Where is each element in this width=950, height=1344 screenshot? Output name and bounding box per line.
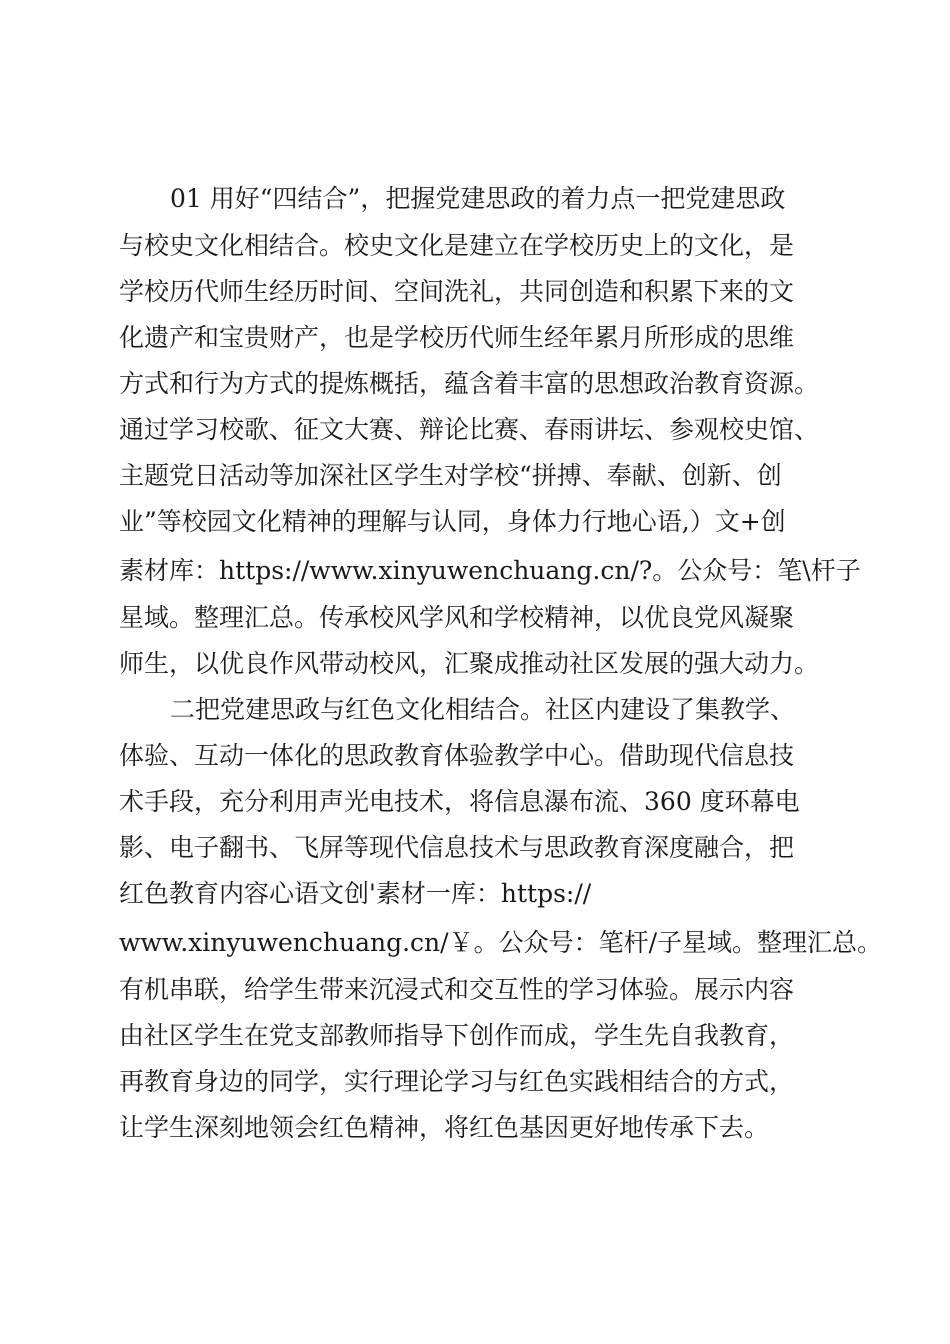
paragraph-1-line-7: 主题党日活动等加深社区学生对学校“拼搏、奉献、创新、创	[119, 461, 782, 490]
paragraph-2-line-3: 术手段，充分利用声光电技术，将信息瀑布流、360 度环幕电	[119, 787, 800, 816]
paragraph-1-line-3: 学校历代师生经历时间、空间洗礼，共同创造和积累下来的文	[119, 277, 795, 306]
paragraph-2-line-9: 再教育身边的同学，实行理论学习与红色实践相结合的方式，	[119, 1067, 795, 1096]
paragraph-1-line-4: 化遗产和宝贵财产，也是学校历代师生经年累月所形成的思维	[119, 323, 795, 352]
paragraph-2-line-2: 体验、互动一体化的思政教育体验教学中心。借助现代信息技	[119, 741, 795, 770]
paragraph-2-line-6: www.xinyuwenchuang.cn/￥。公众号：笔杆/子星域。整理汇总。	[119, 928, 883, 957]
paragraph-1-line-8: 业”等校园文化精神的理解与认同，身体力行地心语,）文+创	[119, 507, 786, 536]
paragraph-1-line-6: 通过学习校歌、征文大赛、辩论比赛、春雨讲坛、参观校史馆、	[119, 415, 820, 444]
paragraph-2-line-10: 让学生深刻地领会红色精神，将红色基因更好地传承下去。	[119, 1113, 770, 1142]
paragraph-1-line-2: 与校史文化相结合。校史文化是建立在学校历史上的文化，是	[119, 231, 795, 260]
paragraph-1-line-5: 方式和行为方式的提炼概括，蕴含着丰富的思想政治教育资源。	[119, 369, 820, 398]
paragraph-1-line-1: 01 用好“四结合”，把握党建思政的着力点一把党建思政	[170, 184, 786, 213]
paragraph-1-line-10: 星域。整理汇总。传承校风学风和学校精神，以优良党风凝聚	[119, 603, 795, 632]
paragraph-1-line-11: 师生，以优良作风带动校风，汇聚成推动社区发展的强大动力。	[119, 649, 820, 678]
paragraph-2-line-5: 红色教育内容心语文创'素材一库：https://	[119, 879, 592, 908]
paragraph-2-line-8: 由社区学生在党支部教师指导下创作而成，学生先自我教育，	[119, 1021, 795, 1050]
paragraph-1-line-9: 素材库：https://www.xinyuwenchuang.cn/?。公众号：笔\杆子	[119, 556, 861, 585]
paragraph-2-line-1: 二把党建思政与红色文化相结合。社区内建设了集教学、	[170, 695, 796, 724]
paragraph-2-line-7: 有机串联，给学生带来沉浸式和交互性的学习体验。展示内容	[119, 975, 795, 1004]
paragraph-2-line-4: 影、电子翻书、飞屏等现代信息技术与思政教育深度融合，把	[119, 833, 795, 862]
